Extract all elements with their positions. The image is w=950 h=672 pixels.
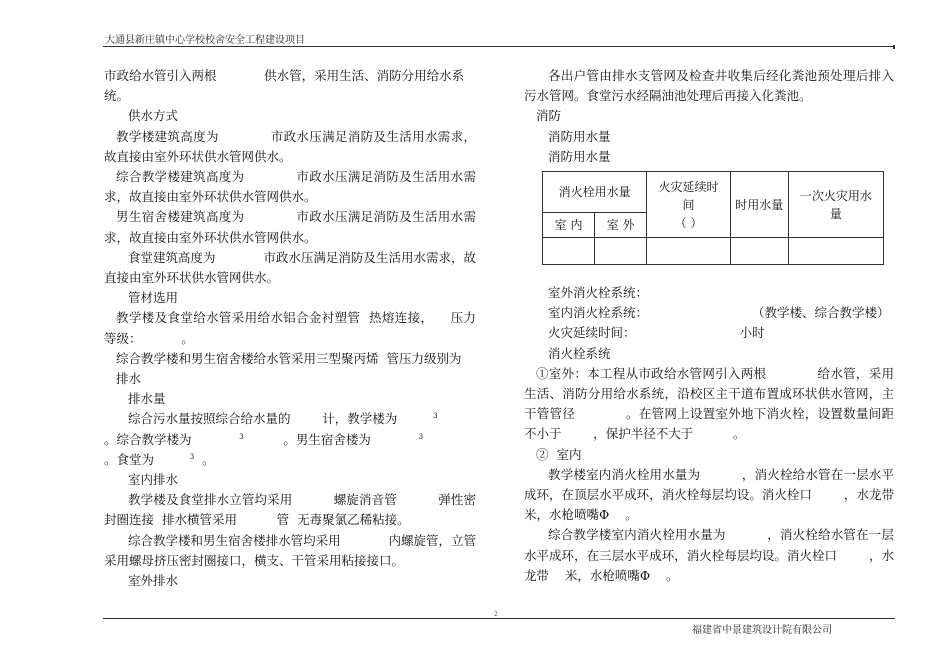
heading-water-supply-mode: 供水方式 — [128, 108, 179, 124]
teaching-building-supply: 教学楼建筑高度为 市政水压满足消防及生活用水需求，故直接由室外环状供水管网供水。 — [104, 128, 476, 164]
left-column — [104, 66, 486, 591]
outdoor-hydrant-text: ①室外：本工程从市政给水管网引入两根 给水管，采用生活、消防分用给水系统，沿校区主干道布置成环状供水管网，主干管管径 。在管网上设置室外地下消火栓，设置数量间距不小于 ，保护半径不大于 。 — [524, 365, 894, 442]
cubic-superscript: 3 — [239, 432, 244, 441]
table-cell — [647, 238, 730, 265]
heading-drainage-volume: 排水量 — [128, 391, 166, 407]
table-header-hydrant-volume: 消火栓用水量 — [543, 172, 647, 213]
fire-duration-line-2: 间 — [682, 197, 695, 212]
header-rule-tick — [893, 45, 895, 49]
heading-fire-water-volume: 消防用水量 — [548, 128, 611, 144]
fire-water-table — [542, 171, 884, 265]
complex-teaching-building-supply: 综合教学楼建筑高度为 市政水压满足消防及生活用水需求，故直接由室外环状供水管网供水。 — [104, 169, 476, 205]
drainage-volume-part-4: 。食堂为 — [104, 431, 471, 467]
heading-hydrant-system: 消火栓系统 — [548, 345, 611, 361]
fire-water-volume-label: 消防用水量 — [548, 148, 611, 164]
complex-indoor-hydrant-text: 综合教学楼室内消火栓用水量为 ，消火栓给水管在一层水平成环，在三层水平成环，消火栓每层均设。消火栓口 ，水龙带 米，水枪喷嘴Φ 。 — [524, 527, 894, 583]
fire-duration-line-1: 火灾延续时 — [658, 179, 719, 194]
table-header-single-fire-volume — [788, 172, 883, 238]
complex-drainage-pipe: 综合教学楼和男生宿舍楼排水管均采用 内螺旋管，立管采用螺母挤压密封圈接口，横支、干管采用粘接接口。 — [104, 532, 476, 568]
right-column — [524, 66, 910, 586]
fire-duration-row — [524, 323, 894, 343]
single-fire-line-2: 量 — [829, 206, 842, 221]
fire-duration-hours: 小时 — [739, 325, 765, 341]
table-header-fire-duration — [647, 172, 730, 238]
table-cell — [595, 238, 647, 265]
canteen-supply: 食堂建筑高度为 市政水压满足消防及生活用水需求，故直接由室外环状供水管网供水。 — [104, 249, 476, 286]
outlet-drainage-text: 各出户管由排水支管网及检查井收集后经化粪池预处理后排入污水管网。食堂污水经隔油池处理后再接入化粪池。 — [524, 68, 894, 104]
cubic-superscript: 3 — [433, 412, 438, 421]
table-header-hourly-volume: 时用水量 — [730, 172, 788, 238]
drainage-volume-text — [104, 409, 486, 470]
drainage-volume-part-2: 。综合教学楼为 — [104, 411, 486, 447]
water-intro-text: 市政给水管引入两根 供水管，采用生活、消防分用给水系统。 — [104, 68, 465, 104]
cubic-superscript: 3 — [418, 432, 424, 441]
table-cell — [543, 238, 595, 265]
table-subheader-indoor: 室 内 — [543, 213, 595, 238]
cubic-superscript: 3 — [189, 452, 195, 461]
footer-rule — [103, 618, 895, 619]
fire-duration-unit: （ ） — [674, 215, 703, 230]
single-fire-line-1: 一次火灾用水 — [799, 188, 872, 203]
fire-duration-label: 火灾延续时间： — [548, 325, 636, 341]
indoor-hydrant-scope: （教学楼、综合教学楼） — [752, 305, 890, 321]
drainage-volume-part-5: 。 — [194, 451, 215, 467]
heading-fire-protection: 消防 — [536, 108, 562, 124]
outdoor-hydrant-system: 室外消火栓系统： — [548, 285, 649, 301]
page-number: 2 — [494, 611, 498, 618]
table-cell — [730, 238, 788, 265]
header-rule — [103, 46, 895, 47]
heading-drainage: 排水 — [116, 371, 142, 387]
table-cell — [788, 238, 883, 265]
heading-indoor: ② 室内 — [536, 446, 582, 462]
heading-outdoor-drainage: 室外排水 — [128, 573, 179, 589]
indoor-hydrant-system — [524, 303, 894, 323]
indoor-hydrant-label: 室内消火栓系统： — [548, 305, 649, 321]
table-subheader-outdoor: 室 外 — [595, 213, 647, 238]
document-header-title: 大通县新庄镇中心学校校舍安全工程建设项目 — [105, 35, 305, 46]
footer-company-name: 福建省中景建筑设计院有限公司 — [692, 625, 832, 636]
drainage-volume-part-3: 。男生宿舍楼为 — [243, 431, 419, 447]
table-row — [543, 238, 884, 265]
teaching-drainage-pipe: 教学楼及食堂排水立管均采用 螺旋消音管 弹性密封圈连接 排水横管采用 管 无毒聚氯乙稀粘接。 — [104, 492, 476, 528]
heading-pipe-materials: 管材选用 — [128, 290, 179, 306]
boys-dorm-supply: 男生宿舍楼建筑高度为 市政水压满足消防及生活用水需求，故直接由室外环状供水管网供水。 — [104, 209, 476, 245]
teaching-pipe-material: 教学楼及食堂给水管采用给水铝合金衬塑管 热熔连接， 压力等级： 。 — [104, 310, 476, 346]
complex-pipe-material: 综合教学楼和男生宿舍楼给水管采用三型聚丙烯 管压力级别为 — [116, 350, 462, 366]
teaching-indoor-hydrant-text: 教学楼室内消火栓用水量为 ，消火栓给水管在一层水平成环，在顶层水平成环，消火栓每层均设。消火栓口 ，水龙带 米，水枪喷嘴Φ 。 — [524, 466, 910, 523]
heading-indoor-drainage: 室内排水 — [128, 472, 179, 488]
drainage-volume-part-1: 综合污水量按照综合给水量的 计，教学楼为 — [128, 411, 434, 427]
